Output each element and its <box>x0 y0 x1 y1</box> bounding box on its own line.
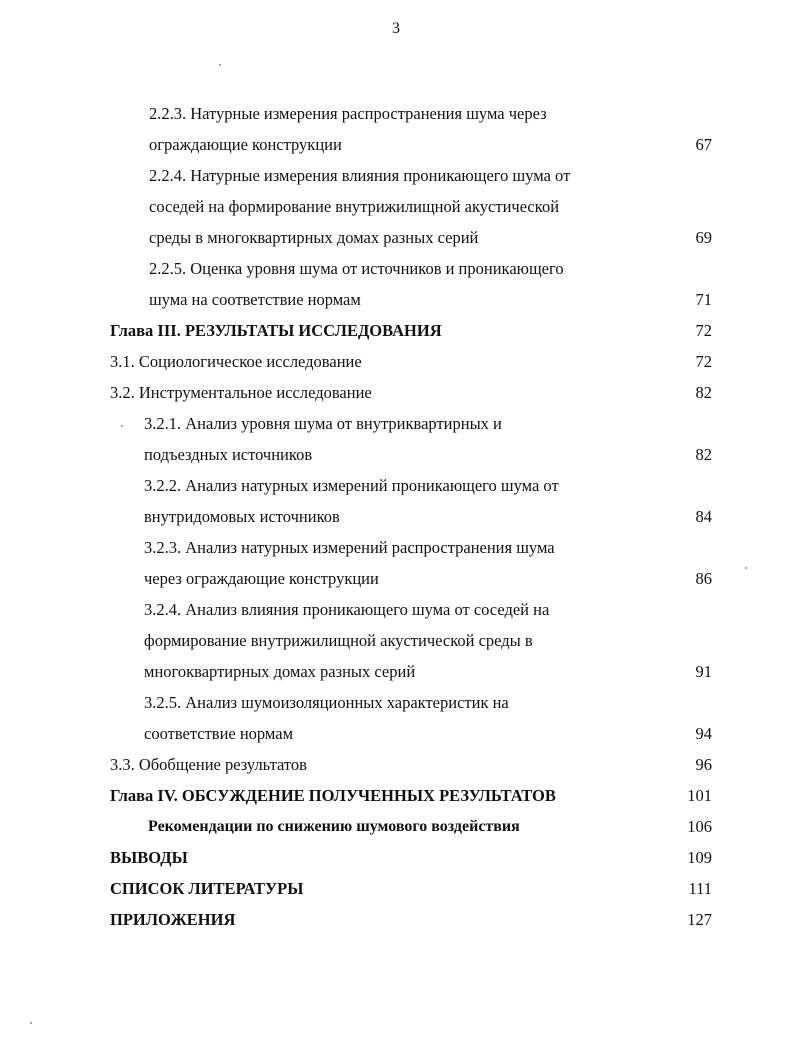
toc-entry-text: соседей на формирование внутрижилищной акустической <box>149 197 560 216</box>
toc-row[interactable] <box>0 718 792 749</box>
scan-speck <box>219 64 221 66</box>
toc-entry-text: 3.2. Инструментальное исследование <box>110 383 372 402</box>
toc-entry-page: 94 <box>695 724 712 743</box>
toc-row[interactable] <box>0 253 792 284</box>
toc-row[interactable] <box>0 160 792 191</box>
toc-row[interactable] <box>0 532 792 563</box>
toc-entry-text: 3.2.3. Анализ натурных измерений распространения шума <box>144 538 555 557</box>
toc-row[interactable] <box>0 129 792 160</box>
toc-entry-page: 82 <box>695 445 712 464</box>
toc-entry-page: 72 <box>695 352 712 371</box>
toc-entry-page: 69 <box>695 228 712 247</box>
toc-entry-text: соответствие нормам <box>144 724 294 743</box>
toc-entry-text: через ограждающие конструкции <box>144 569 379 588</box>
toc-row-section[interactable] <box>0 842 792 873</box>
toc-entry-page: 111 <box>688 879 712 898</box>
toc-entry-text: среды в многоквартирных домах разных серий <box>149 228 479 247</box>
toc-entry-text: 3.3. Обобщение результатов <box>110 755 307 774</box>
toc-row[interactable] <box>0 377 792 408</box>
toc-row[interactable] <box>0 656 792 687</box>
toc-entry-page: 86 <box>695 569 712 588</box>
toc-entry-text: 3.2.4. Анализ влияния проникающего шума от соседей на <box>144 600 550 619</box>
toc-entry-page: 109 <box>687 848 712 867</box>
toc-section-title: ПРИЛОЖЕНИЯ <box>110 910 236 929</box>
toc-row[interactable] <box>0 470 792 501</box>
toc-row-chapter[interactable] <box>0 315 792 346</box>
toc-entry-text: подъездных источников <box>144 445 313 464</box>
toc-row-recommendations[interactable] <box>0 811 792 842</box>
toc-row[interactable] <box>0 687 792 718</box>
toc-row[interactable] <box>0 408 792 439</box>
toc-row-chapter[interactable] <box>0 780 792 811</box>
toc-entry-page: 106 <box>687 817 712 836</box>
toc-entry-text: 3.2.5. Анализ шумоизоляционных характеристик на <box>144 693 509 712</box>
toc-row[interactable] <box>0 625 792 656</box>
toc-entry-page: 127 <box>687 910 712 929</box>
toc-row[interactable] <box>0 346 792 377</box>
table-of-contents <box>0 98 792 935</box>
toc-row[interactable] <box>0 191 792 222</box>
toc-entry-text: 3.2.1. Анализ уровня шума от внутриквартирных и <box>144 414 502 433</box>
toc-entry-text: 2.2.4. Натурные измерения влияния проникающего шума от <box>149 166 571 185</box>
toc-recommendations-title: Рекомендации по снижению шумового воздействия <box>148 818 520 835</box>
toc-entry-text: шума на соответствие нормам <box>149 290 361 309</box>
toc-entry-page: 67 <box>695 135 712 154</box>
toc-row[interactable] <box>0 284 792 315</box>
toc-entry-page: 72 <box>695 321 712 340</box>
toc-row[interactable] <box>0 594 792 625</box>
toc-chapter-title: Глава IV. ОБСУЖДЕНИЕ ПОЛУЧЕННЫХ РЕЗУЛЬТАТОВ <box>110 786 556 805</box>
toc-entry-text: ограждающие конструкции <box>149 135 342 154</box>
toc-row[interactable] <box>0 749 792 780</box>
toc-row[interactable] <box>0 98 792 129</box>
toc-row[interactable] <box>0 439 792 470</box>
toc-row-section[interactable] <box>0 873 792 904</box>
scan-speck <box>30 1022 32 1024</box>
toc-entry-text: 2.2.5. Оценка уровня шума от источников и проникающего <box>149 259 564 278</box>
toc-entry-page: 101 <box>687 786 712 805</box>
toc-entry-text: многоквартирных домах разных серий <box>144 662 416 681</box>
toc-entry-page: 96 <box>695 755 712 774</box>
toc-row[interactable] <box>0 222 792 253</box>
toc-entry-text: 2.2.3. Натурные измерения распространения шума через <box>149 104 547 123</box>
toc-entry-text: 3.2.2. Анализ натурных измерений проникающего шума от <box>144 476 559 495</box>
toc-row[interactable] <box>0 501 792 532</box>
toc-entry-page: 82 <box>695 383 712 402</box>
page-number: 3 <box>392 20 400 37</box>
toc-entry-text: внутридомовых источников <box>144 507 340 526</box>
toc-entry-page: 91 <box>695 662 712 681</box>
toc-entry-text: 3.1. Социологическое исследование <box>110 352 362 371</box>
toc-row-section[interactable] <box>0 904 792 935</box>
toc-section-title: ВЫВОДЫ <box>110 848 188 867</box>
toc-entry-text: формирование внутрижилищной акустической среды в <box>144 631 533 650</box>
toc-row[interactable] <box>0 563 792 594</box>
toc-entry-page: 71 <box>695 290 712 309</box>
toc-section-title: СПИСОК ЛИТЕРАТУРЫ <box>110 879 304 898</box>
toc-chapter-title: Глава III. РЕЗУЛЬТАТЫ ИССЛЕДОВАНИЯ <box>110 321 442 340</box>
toc-entry-page: 84 <box>695 507 712 526</box>
